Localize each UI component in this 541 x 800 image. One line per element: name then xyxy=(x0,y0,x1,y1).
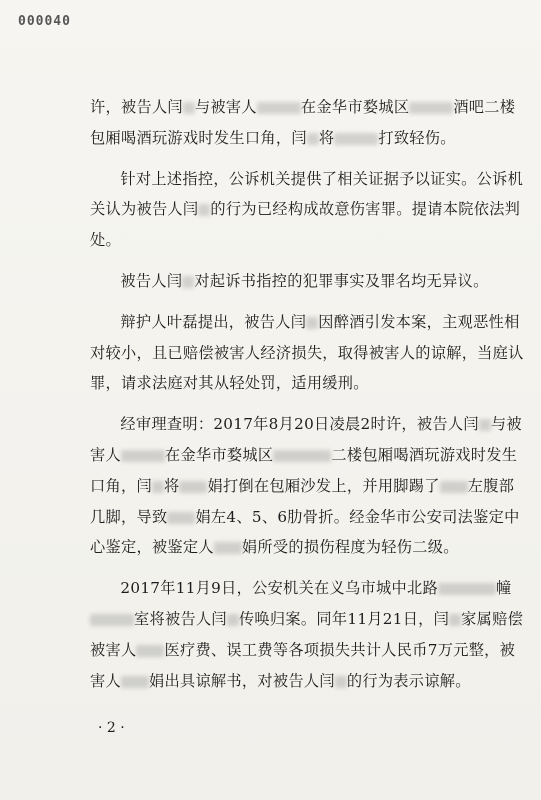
document-body xyxy=(90,92,525,696)
text-segment: 医疗费、误工费等各项损失共计人民币7万元整，被害人 xyxy=(90,640,516,690)
redaction-blur xyxy=(335,676,347,688)
redaction-blur xyxy=(449,614,461,626)
paragraph-1 xyxy=(90,92,525,154)
text-segment: 传唤归案。同年11月21日，闫 xyxy=(238,609,450,628)
paragraph-2 xyxy=(90,164,525,256)
text-segment: 在金华市婺城区 xyxy=(300,98,410,116)
redaction-blur xyxy=(182,276,194,288)
redaction-blur xyxy=(183,102,195,114)
text-segment: 与被害人 xyxy=(194,98,257,116)
paragraph-6 xyxy=(90,573,525,696)
text-segment: 娟打倒在包厢沙发上，并用脚踢了 xyxy=(207,476,440,495)
text-segment: 打致轻伤。 xyxy=(378,128,456,147)
text-segment: 将 xyxy=(163,476,180,495)
page-number: · 2 · xyxy=(98,720,125,736)
text-segment: 将 xyxy=(318,128,335,147)
text-segment: 对起诉书指控的犯罪事实及罪名均无异议。 xyxy=(194,271,489,290)
text-segment: 2017年11月9日，公安机关在义乌市城中北路 xyxy=(120,579,438,598)
redaction-blur xyxy=(438,583,496,595)
redaction-blur xyxy=(179,481,207,493)
text-segment: 二楼包厢喝酒玩游戏时发生口角，闫 xyxy=(90,445,518,495)
redaction-blur xyxy=(273,450,331,462)
redaction-blur xyxy=(334,133,378,145)
redaction-blur xyxy=(167,512,195,524)
text-segment: 娟左4、5、6肋骨折。经金华市公安司法鉴定中心鉴定，被鉴定人 xyxy=(90,507,520,557)
redaction-blur xyxy=(121,676,149,688)
paragraph-5 xyxy=(90,409,525,563)
text-segment: 家属赔偿被害人 xyxy=(90,609,524,659)
redaction-blur xyxy=(152,481,164,493)
redaction-blur xyxy=(227,614,239,626)
text-segment: 的行为已经构成故意伤害罪。提请本院依法判处。 xyxy=(90,200,521,250)
text-segment: 的行为表示谅解。 xyxy=(346,671,471,690)
text-segment: 经审理查明：2017年8月20日凌晨2时许，被告人闫 xyxy=(120,415,479,434)
paragraph-4 xyxy=(90,307,525,399)
redaction-blur xyxy=(214,542,242,554)
redaction-blur xyxy=(479,419,491,431)
archive-code: 000040 xyxy=(18,14,71,29)
text-segment: 辩护人叶磊提出，被告人闫 xyxy=(120,312,307,331)
redaction-blur xyxy=(307,133,319,145)
redaction-blur xyxy=(136,645,164,657)
text-segment: 针对上述指控，公诉机关提供了相关证据予以证实。公诉机关认为被告人闫 xyxy=(90,169,524,219)
redaction-blur xyxy=(306,317,318,329)
redaction-blur xyxy=(257,102,301,114)
redaction-blur xyxy=(121,450,165,462)
text-segment: 在金华市婺城区 xyxy=(164,445,274,464)
text-segment: 因醉酒引发本案，主观恶性相对较小，且已赔偿被害人经济损失，取得被害人的谅解，当庭认罪，请求法庭对其从轻处罚，适用缓刑。 xyxy=(90,312,524,393)
text-segment: 被告人闫 xyxy=(120,271,183,290)
text-segment: 许，被告人闫 xyxy=(90,98,183,116)
text-segment: 室将被告人闫 xyxy=(134,609,227,628)
paragraph-3 xyxy=(90,266,525,297)
redaction-blur xyxy=(90,614,134,626)
text-segment: 幢 xyxy=(495,579,512,598)
text-segment: 左腹部几脚，导致 xyxy=(90,476,515,526)
redaction-blur xyxy=(409,102,453,114)
text-segment: 娟所受的损伤程度为轻伤二级。 xyxy=(241,538,459,557)
redaction-blur xyxy=(198,204,210,216)
redaction-blur xyxy=(440,481,468,493)
text-segment: 酒吧二楼包厢喝酒玩游戏时发生口角，闫 xyxy=(90,98,516,147)
text-segment: 娟出具谅解书，对被告人闫 xyxy=(148,671,335,690)
text-segment: 与被害人 xyxy=(90,415,522,464)
